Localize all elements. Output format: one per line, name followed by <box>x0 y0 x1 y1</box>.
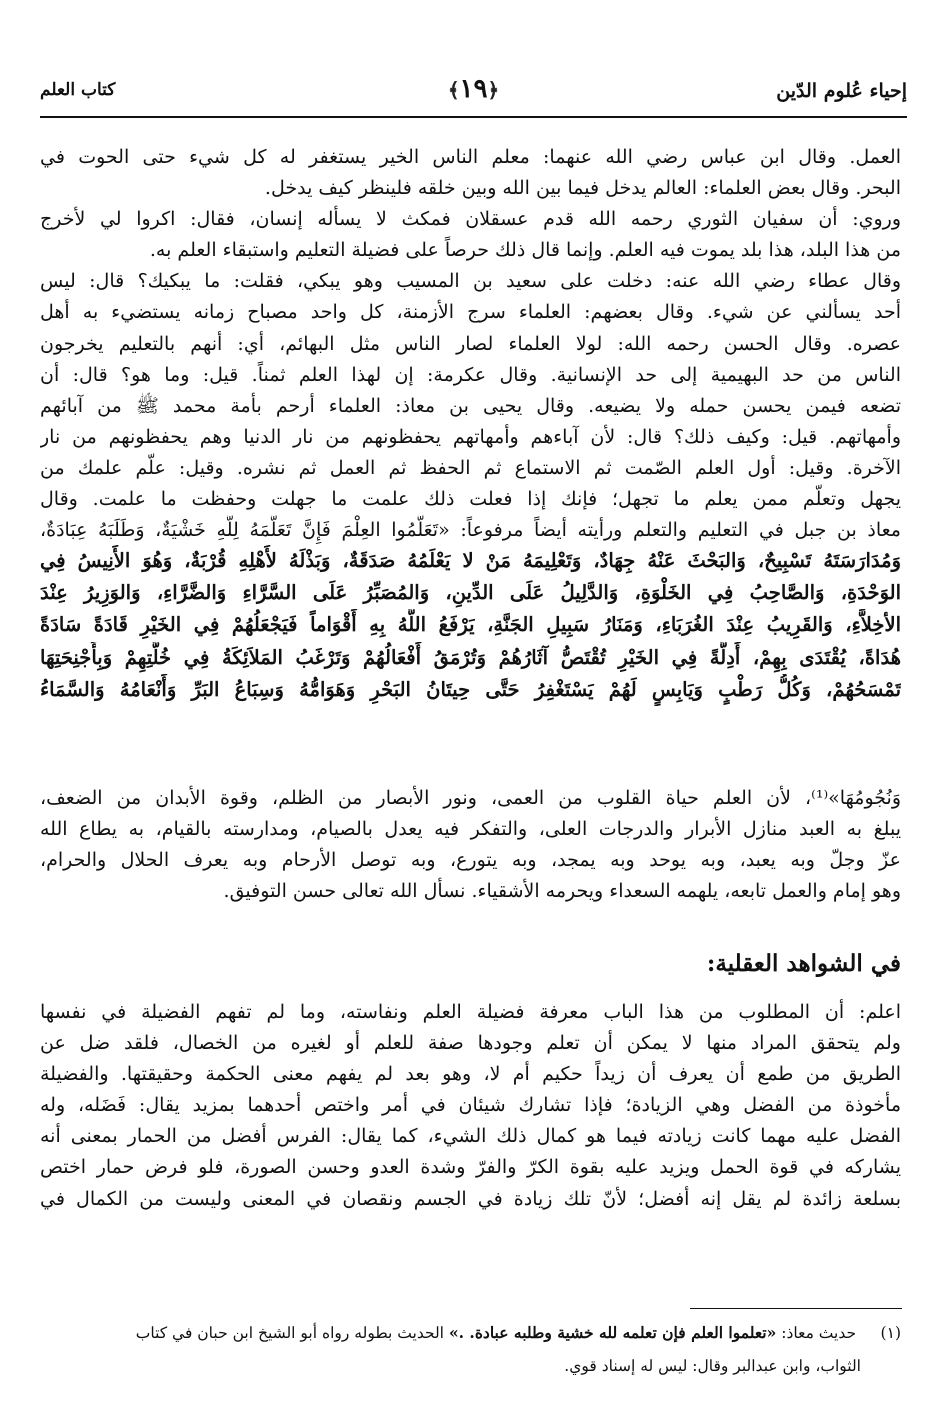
running-header <box>40 72 907 118</box>
text-line: العمل. وقال ابن عباس رضي الله عنهما: معلم الناس الخير يستغفر له كل شيء حتى الحوت في <box>40 146 901 168</box>
text-line: ولم يتحقق المراد منها لا يمكن أن تعلم وجودها صفة للعلم أو لغيره من الخصال، فلقد ضل عن <box>40 1032 901 1055</box>
text-line: تضعه فيمن يحسن حمله ولا يضيعه. وقال يحيى بن معاذ: العلماء أرحم بأمة محمد ﷺ من آبائهم <box>40 394 901 417</box>
text-line: الناس من حد البهيمية إلى حد الإنسانية. وقال عكرمة: إن لهذا العلم ثمناً. قيل: وما هو؟ قال: أن <box>40 363 901 386</box>
text-line: وَنُجُومُهَا»⁽¹⁾، لأن العلم حياة القلوب من العمى، ونور الأبصار من الظلم، وقوة الأبدان من الضعف، <box>40 787 901 809</box>
section-heading: في الشواهد العقلية: <box>706 950 901 977</box>
text-line: معاذ بن جبل في التعليم والتعلم ورأيته أيضاً مرفوعاً: «تَعَلَّمُوا العِلْمَ فَإِنَّ تَعَلُّمَهُ لِلَّهِ خَشْيَةٌ، وَطَلَبَهُ عِبَادَةٌ، <box>40 519 901 542</box>
text-line: عزّ وجلّ وبه يعبد، وبه يوحد وبه يمجد، وبه يتورع، وبه توصل الأرحام وبه يعرف الحلال والحرام، <box>40 849 901 872</box>
text-line: تَمْسَحُهُمْ، وَكُلُّ رَطْبٍ وَيَابِسٍ لَهُمْ يَسْتَغْفِرُ حَتَّى حِيتَانُ البَحْرِ وَهَوَامُّهُ وَسِبَاعُ البَرِّ وَأَنْعَامُهُ وَالسَّمَاءُ <box>40 677 901 701</box>
text-line: يجهل وتعلّم ممن يعلم ما تجهل؛ فإنك إذا فعلت ذلك علمت ما جهلت وحفظت ما علمت. وقال <box>40 488 901 511</box>
paragraph-block-3 <box>40 997 901 1215</box>
footnote-quote: «تعلموا العلم فإن تعلمه لله خشية وطلبه عبادة. .» <box>448 1323 777 1342</box>
text-line: اعلم: أن المطلوب من هذا الباب معرفة فضيلة العلم ونفاسته، وما لم تفهم الفضيلة في نفسها <box>40 1001 901 1023</box>
text-line: بسلعة زائدة لم يقل إنه أفضل؛ لأنّ تلك زيادة في الجسم ونقصان في المعنى وليست من الكمال في <box>40 1187 901 1210</box>
text-line: أحد يسألني عن شيء. وقال بعضهم: العلماء سرج الأزمنة، كل واحد مصباح زمانه يستضيء به أهل <box>40 301 901 324</box>
footnote-rule <box>690 1308 902 1309</box>
text-line: الآخرة. وقيل: أول العلم الصّمت ثم الاستماع ثم الحفظ ثم العمل ثم نشره. وقيل: علّم علمك من <box>40 456 901 479</box>
text-line: من هذا البلد، هذا بلد يموت فيه العلم. وإنما قال ذلك حرصاً على فضيلة التعليم واستبقاء العلم به. <box>149 239 901 262</box>
text-line: يشاركه في قوة الحمل ويزيد عليه بقوة الكرّ والفرّ وشدة العدو وحسن الصورة، فلو فرض حمار اختص <box>40 1156 901 1179</box>
page-number: ﴿١٩﴾ <box>447 74 500 104</box>
text-line: يبلغ به العبد منازل الأبرار والدرجات العلى، والتفكر فيه يعدل بالصيام، ومدارسته بالقيام، به يطاع الله <box>40 818 901 841</box>
text-line: عصره. وقال الحسن رحمه الله: لولا العلماء لصار الناس مثل البهائم، أي: أنهم بالتعليم يخرجون <box>40 332 901 355</box>
footnote-line <box>40 1350 901 1383</box>
footnote-label: حديث معاذ: <box>781 1324 857 1342</box>
footnote <box>40 1316 901 1383</box>
text-line: البحر. وقال بعض العلماء: العالم يدخل فيما بين الله وبين خلقه فلينظر كيف يدخل. <box>264 177 901 200</box>
text-line: وَمُدَارَسَتَهُ تَسْبِيحٌ، وَالبَحْثَ عَنْهُ جِهَادٌ، وَتَعْلِيمَهُ مَنْ لا يَعْلَمُهُ صَدَقَةٌ، وَبَذْلَهُ لأَهْلِهِ قُرْبَةٌ، وَهُوَ الأَنِيسُ فِي <box>40 549 901 572</box>
paragraph-block-1 <box>40 142 901 546</box>
text-line: وأمهاتهم. قيل: وكيف ذلك؟ قال: لأن آباءهم وأمهاتهم يحفظونهم من نار الدنيا وهم يحفظونهم من نار <box>40 425 901 448</box>
text-line: الطريق من طمع أن يعرف أن زيداً حكيم أم لا، وهو بعد لم يفهم معنى الحكمة وحقيقتها. والفضيلة <box>40 1063 901 1086</box>
text-line: الأخِلاَّءِ، وَالقَرِيبُ عِنْدَ الغُرَبَاءِ، وَمَنَارُ سَبِيلِ الجَنَّةِ، يَرْفَعُ اللَّهُ بِهِ أَقْوَاماً فَيَجْعَلُهُمْ فِي الخَيْرِ قَادَةً سَادَةً <box>40 613 901 637</box>
hadith-block <box>40 545 901 706</box>
footnote-text: الحديث بطوله رواه أبو الشيخ ابن حبان في كتاب <box>135 1324 444 1342</box>
text-line: وهو إمام والعمل تابعه، يلهمه السعداء ويحرمه الأشقياء. نسأل الله تعالى حسن التوفيق. <box>223 880 901 903</box>
footnote-line <box>40 1316 901 1350</box>
footnote-text-2: الثواب، وابن عبدالبر وقال: ليس له إسناد قوي. <box>564 1357 861 1375</box>
footnote-number: (١) <box>880 1324 901 1342</box>
text-line: الفضل عليه مهما كانت زيادته فيما هو كمال ذلك الشيء، كما يقال: الفرس أفضل من الحمار بمعنى أنه <box>40 1125 901 1148</box>
text-line: وقال عطاء رضي الله عنه: دخلت على سعيد بن المسيب وهو يبكي، فقلت: ما يبكيك؟ قال: ليس <box>40 270 901 293</box>
text-line: وروي: أن سفيان الثوري رحمه الله قدم عسقلان فمكث لا يسأله إنسان، فقال: اكروا لي لأخرج <box>40 208 901 231</box>
text-line: مأخوذة من الفضل وهي الزيادة؛ فإذا تشارك شيئان في أمر واختص أحدهما بمزيد يقال: فَضَله، وله <box>40 1094 901 1117</box>
text-line: الوَحْدَةِ، وَالصَّاحِبُ فِي الخَلْوَةِ، وَالدَّلِيلُ عَلَى الدِّينِ، وَالمُصَبِّرُ عَلَى السَّرَّاءِ وَالضَّرَّاءِ، وَالوَزِيرُ عِنْدَ <box>40 581 901 605</box>
text-line: هُدَاةً، يُقْتَدَى بِهِمْ، أَدِلَّةً فِي الخَيْرِ تُقْتَصُّ آثَارُهُمْ وَتُرْمَقُ أَفْعَالُهُمْ وَتَرْغَبُ المَلاَئِكَةُ فِي خُلَّتِهِمْ وَبِأَجْنِحَتِهَا <box>40 645 901 669</box>
chapter-title: كتاب العلم <box>40 80 116 100</box>
book-title: إحياء عُلوم الدّين <box>776 80 907 102</box>
paragraph-block-2 <box>40 783 901 907</box>
